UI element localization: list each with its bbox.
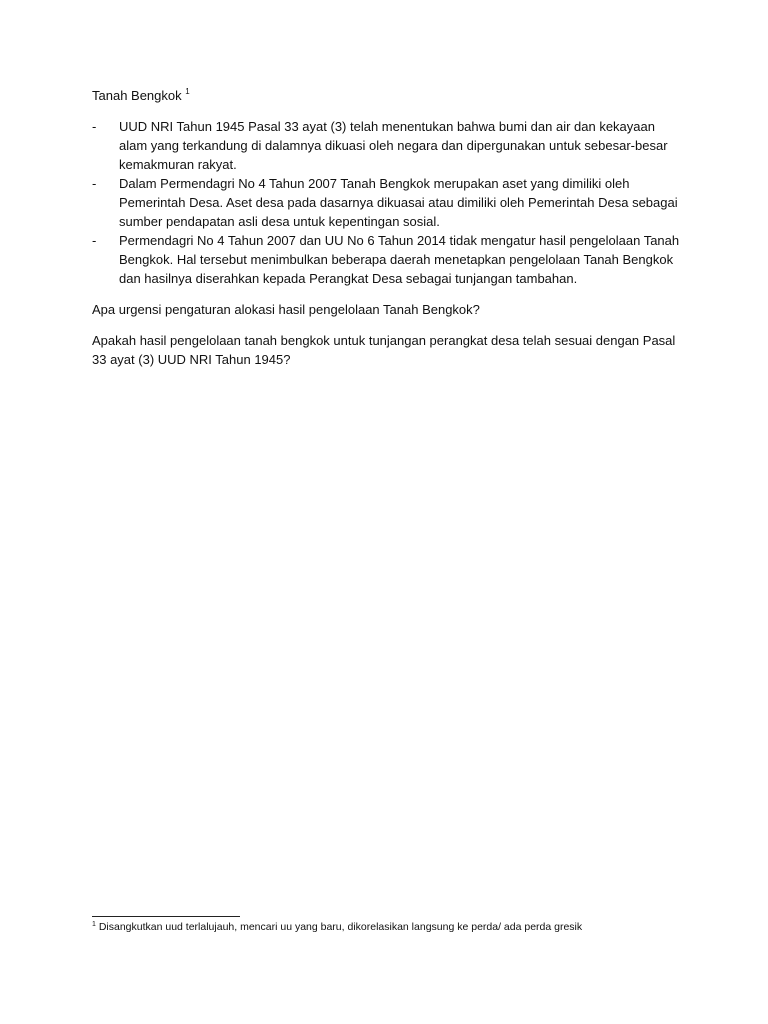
- bullet-item: [92, 174, 682, 231]
- bullet-list: [92, 117, 682, 288]
- footnote-text: Disangkutkan uud terlalujauh, mencari uu yang baru, dikorelasikan langsung ke perda/ ada perda gresik: [98, 921, 583, 933]
- bullet-text: Dalam Permendagri No 4 Tahun 2007 Tanah Bengkok merupakan aset yang dimiliki oleh Pemerintah Desa. Aset desa pada dasarnya dikuasai atau dimiliki oleh Pemerintah Desa sebagai sumber pendapatan asli desa untuk kepentingan sosial.: [119, 176, 678, 229]
- bullet-item: [92, 117, 682, 174]
- bullet-item: [92, 231, 682, 288]
- footnote-reference: 1: [185, 87, 190, 96]
- bullet-marker: -: [92, 233, 97, 248]
- bullet-marker: -: [92, 119, 97, 134]
- question-paragraph: Apa urgensi pengaturan alokasi hasil pengelolaan Tanah Bengkok?: [92, 302, 480, 317]
- footnote: [92, 920, 712, 935]
- bullet-text: UUD NRI Tahun 1945 Pasal 33 ayat (3) telah menentukan bahwa bumi dan air dan kekayaan alam yang terkandung di dalamnya dikuasi oleh negara dan dipergunakan untuk sebesar-besar kemakmuran rakyat.: [119, 119, 668, 172]
- document-title: [92, 86, 682, 105]
- title-text: Tanah Bengkok: [92, 88, 182, 103]
- footnote-separator: [92, 916, 240, 917]
- bullet-text: Permendagri No 4 Tahun 2007 dan UU No 6 Tahun 2014 tidak mengatur hasil pengelolaan Tanah Bengkok. Hal tersebut menimbulkan beberapa daerah menetapkan pengelolaan Tanah Bengkok dan hasilnya diserahkan kepada Perangkat Desa sebagai tunjangan tambahan.: [119, 233, 680, 286]
- document-body: [92, 86, 682, 381]
- question-paragraph: Apakah hasil pengelolaan tanah bengkok untuk tunjangan perangkat desa telah sesuai dengan Pasal 33 ayat (3) UUD NRI Tahun 1945?: [92, 333, 676, 367]
- bullet-marker: -: [92, 176, 97, 191]
- footnote-number: 1: [92, 921, 96, 928]
